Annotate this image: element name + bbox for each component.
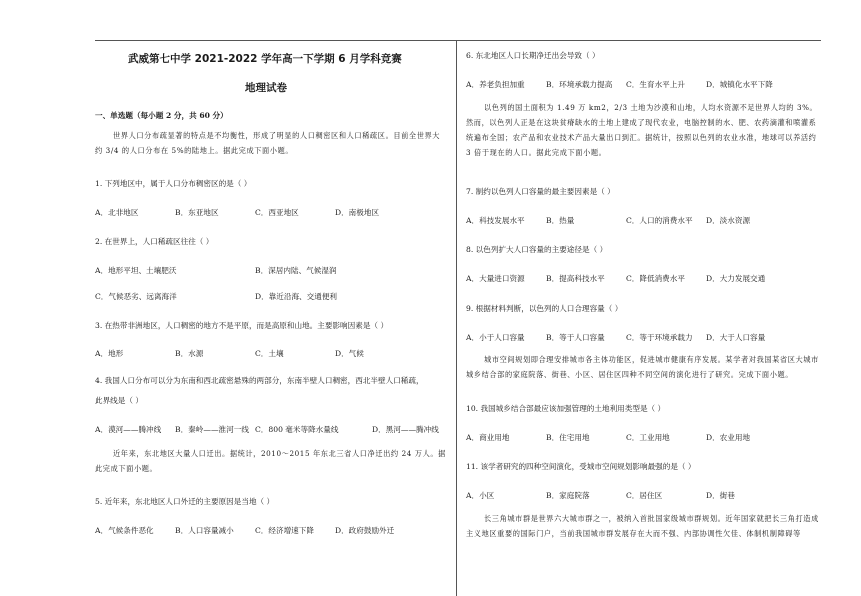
option-d[interactable]: D．政府鼓励外迁 bbox=[335, 526, 395, 535]
option-a[interactable]: A．北非地区 bbox=[95, 208, 139, 217]
question-8-stem: 8. 以色列扩大人口容量的主要途径是（ ） bbox=[466, 245, 608, 254]
option-c[interactable]: C．经济增速下降 bbox=[255, 526, 314, 535]
option-a[interactable]: A．地形平坦、土壤肥沃 bbox=[95, 266, 177, 275]
question-5-stem: 5. 近年来，东北地区人口外迁的主要原因是当地（ ） bbox=[95, 497, 275, 506]
option-a[interactable]: A．养老负担加重 bbox=[466, 80, 525, 89]
option-c[interactable]: C．西亚地区 bbox=[255, 208, 299, 217]
question-4-options bbox=[95, 426, 439, 434]
question-11-options bbox=[466, 492, 735, 500]
passage-population: 世界人口分布疏显著的特点是不均衡性，形成了明显的人口稠密区和人口稀疏区。目前全世界大约 3/4 的人口分布在 5%的陆地上。据此完成下面小题。 bbox=[95, 131, 441, 155]
option-a[interactable]: A．科技发展水平 bbox=[466, 216, 525, 225]
question-9-stem: 9. 根据材料判断，以色列的人口合理容量（ ） bbox=[466, 304, 623, 313]
passage-israel: 以色列的国土面积为 1.49 万 km2，2/3 土地为沙漠和山地，人均水资源不足世界人均的 3%。然而，以色列人正是在这块贫瘠缺水的土地上建成了现代农业，电脑控制的水、肥、农药滴灌和喷灌系统遍布全国；农产品和农业技术产品大量出口到汇。据统计，按照以色列的农业水准，地球可以养活约 3 倍于现在的人口。据此完成下面小题。 bbox=[466, 103, 818, 157]
option-d[interactable]: D．气候 bbox=[335, 349, 364, 358]
option-d[interactable]: D．靠近沿海、交通便利 bbox=[255, 292, 338, 301]
option-a[interactable]: A．小于人口容量 bbox=[466, 333, 525, 342]
option-a[interactable]: A．小区 bbox=[466, 491, 495, 500]
option-c[interactable]: C．居住区 bbox=[626, 491, 663, 500]
question-7-options bbox=[466, 217, 750, 225]
column-divider bbox=[456, 40, 457, 596]
option-c[interactable]: C．等于环境承载力 bbox=[626, 333, 693, 342]
option-b[interactable]: B．人口容量减小 bbox=[175, 526, 234, 535]
question-10-options bbox=[466, 434, 750, 442]
option-a[interactable]: A．商业用地 bbox=[466, 433, 510, 442]
option-a[interactable]: A．大量进口资源 bbox=[466, 274, 525, 283]
question-5-options bbox=[95, 527, 394, 535]
option-b[interactable]: B．家庭院落 bbox=[546, 491, 590, 500]
option-a[interactable]: A．漠河——腾冲线 bbox=[95, 425, 162, 434]
question-6-stem: 6. 东北地区人口长期净迁出会导致（ ） bbox=[466, 51, 600, 60]
question-2-options-row2 bbox=[95, 293, 337, 301]
option-c[interactable]: C．人口的消费水平 bbox=[626, 216, 693, 225]
passage-northeast: 近年来，东北地区大量人口迁出。据统计，2010～2015 年东北三省人口净迁出约 24 万人。据此完成下面小题。 bbox=[95, 449, 446, 473]
question-9-options bbox=[466, 334, 765, 342]
exam-subtitle: 地理试卷 bbox=[245, 82, 287, 94]
option-d[interactable]: D．城镇化水平下降 bbox=[706, 80, 773, 89]
question-10-stem: 10. 我国城乡结合部最应该加强管理的土地利用类型是（ ） bbox=[466, 404, 666, 413]
question-1-stem: 1. 下列地区中，属于人口分布稠密区的是（ ） bbox=[95, 179, 252, 188]
option-d[interactable]: D．南极地区 bbox=[335, 208, 380, 217]
exam-title: 武威第七中学 2021-2022 学年高一下学期 6 月学科竞赛 bbox=[128, 53, 402, 65]
option-d[interactable]: D．街巷 bbox=[706, 491, 735, 500]
question-2-stem: 2. 在世界上，人口稀疏区往往（ ） bbox=[95, 237, 214, 246]
option-b[interactable]: B．水源 bbox=[175, 349, 204, 358]
passage-yangtze-delta: 长三角城市群是世界六大城市群之一，被纳入首批国家级城市群规划。近年国家就把长三角打造成主义地区重要的国际门户，当前我国城市群发展存在大而不强、内部协调性欠佳、体制机制障碍等 bbox=[466, 514, 819, 538]
option-d[interactable]: D．淡水资源 bbox=[706, 216, 751, 225]
option-a[interactable]: A．气候条件恶化 bbox=[95, 526, 154, 535]
option-c[interactable]: C．生育水平上升 bbox=[626, 80, 685, 89]
option-c[interactable]: C．800 毫米等降水量线 bbox=[255, 425, 339, 434]
option-b[interactable]: B．提高科技水平 bbox=[546, 274, 605, 283]
passage-urban-planning: 城市空间规划即合理安排城市各主体功能区，促进城市健康有序发展。某学者对我国某省区大城市城乡结合部的家庭院落、街巷、小区、居住区四种不同空间的演化进行了研究。完成下面小题。 bbox=[466, 355, 819, 379]
option-a[interactable]: A．地形 bbox=[95, 349, 124, 358]
question-8-options bbox=[466, 275, 765, 283]
question-11-stem: 11. 该学者研究的四种空间演化，受城市空间规划影响最强的是（ ） bbox=[466, 462, 696, 471]
option-b[interactable]: B．深居内陆、气候湿润 bbox=[255, 266, 337, 275]
header-rule bbox=[95, 40, 821, 41]
option-b[interactable]: B．热量 bbox=[546, 216, 575, 225]
option-b[interactable]: B．秦岭——淮河一线 bbox=[175, 425, 249, 434]
question-6-options bbox=[466, 81, 773, 89]
option-c[interactable]: C．土壤 bbox=[255, 349, 284, 358]
option-b[interactable]: B．东亚地区 bbox=[175, 208, 219, 217]
option-c[interactable]: C．降低消费水平 bbox=[626, 274, 685, 283]
question-7-stem: 7. 制约以色列人口容量的最主要因素是（ ） bbox=[466, 187, 615, 196]
question-2-options-row1 bbox=[95, 267, 337, 275]
option-d[interactable]: D．黑河——腾冲线 bbox=[372, 425, 439, 434]
option-c[interactable]: C．工业用地 bbox=[626, 433, 670, 442]
question-4-stem-line2: 此界线是（ ） bbox=[95, 396, 143, 405]
option-b[interactable]: B．等于人口容量 bbox=[546, 333, 605, 342]
option-b[interactable]: B．住宅用地 bbox=[546, 433, 590, 442]
question-1-options bbox=[95, 209, 379, 217]
option-d[interactable]: D．大于人口容量 bbox=[706, 333, 766, 342]
question-4-stem-line1: 4. 我国人口分布可以分为东南和西北疏密悬殊的两部分，东南半壁人口稠密，西北半壁人口稀疏， bbox=[95, 376, 424, 385]
option-d[interactable]: D．农业用地 bbox=[706, 433, 751, 442]
option-b[interactable]: B．环境承载力提高 bbox=[546, 80, 613, 89]
option-d[interactable]: D．大力发展交通 bbox=[706, 274, 766, 283]
question-3-options bbox=[95, 350, 364, 358]
question-3-stem: 3. 在热带非洲地区，人口稠密的地方不是平原，而是高原和山地。主要影响因素是（ ） bbox=[95, 321, 389, 330]
option-c[interactable]: C．气候恶劣、远离海洋 bbox=[95, 292, 177, 301]
section-heading: 一、单选题（每小题 2 分，共 60 分） bbox=[95, 111, 228, 120]
